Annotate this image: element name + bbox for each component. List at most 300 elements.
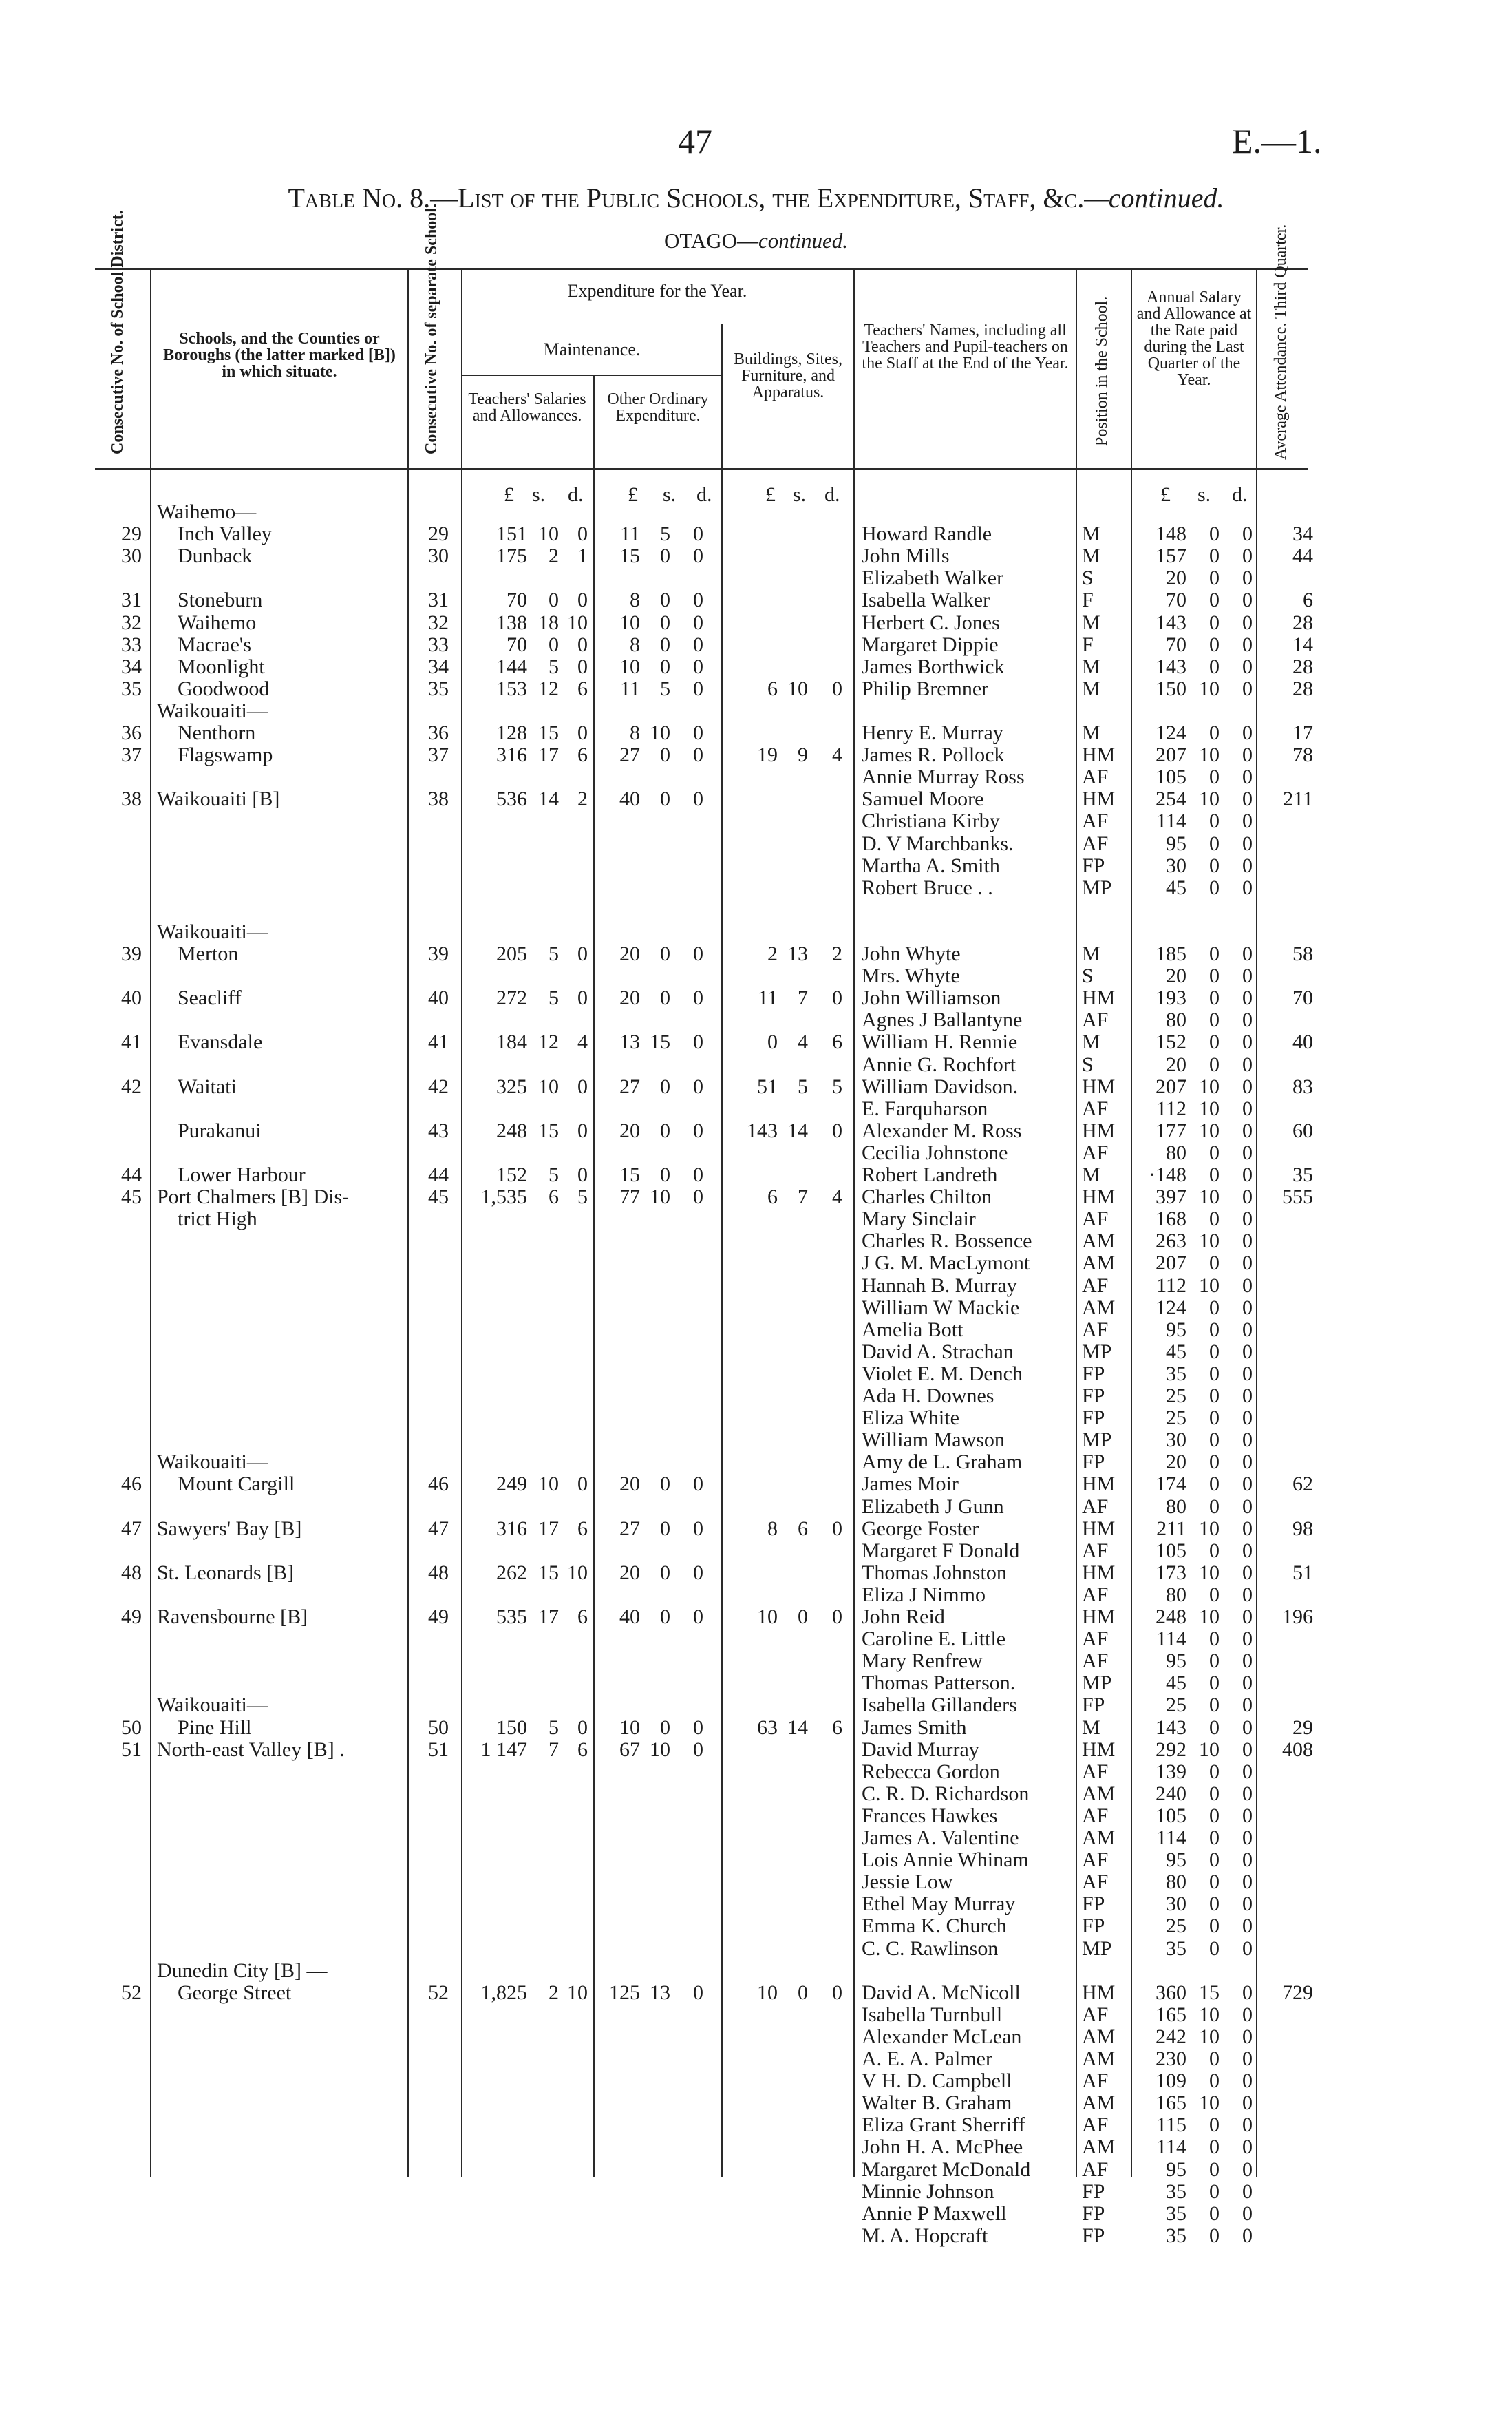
teacher-name: A. E. A. Palmer [862, 2047, 992, 2070]
ann-amount-pence: 0 [1242, 1141, 1253, 1164]
ann-amount-shillings: 0 [1209, 2202, 1220, 2225]
ann-amount-pounds: 165 [1156, 2091, 1186, 2114]
teacher-name: Emma K. Church [862, 1915, 1007, 1937]
ann-amount-pence: 0 [1242, 611, 1253, 634]
ann-amount-shillings: 0 [1209, 633, 1220, 656]
sal-amount-pounds: 536 [496, 788, 527, 810]
ann-amount-pounds: 139 [1156, 1760, 1186, 1783]
teacher-position: AF [1082, 766, 1109, 788]
ann-amount-pence: 0 [1242, 2113, 1253, 2136]
sal-amount-pence: 0 [577, 1163, 588, 1186]
teacher-name: Martha A. Smith [862, 854, 1000, 877]
district-number: 44 [121, 1163, 142, 1186]
teacher-name: C. C. Rawlinson [862, 1937, 999, 1960]
teacher-position: FP [1082, 854, 1105, 877]
sal-amount-shillings: 5 [549, 987, 559, 1009]
district-number: 50 [121, 1716, 142, 1739]
average-attendance: 408 [1282, 1738, 1313, 1761]
title-prefix: Table No. 8.— [288, 182, 458, 213]
district-number: 42 [121, 1075, 142, 1098]
oth-amount-pounds: 125 [609, 1981, 640, 2004]
header-teachers: Teachers' Names, including all Teachers and Pupil-teachers on the Staff at the End of the Year. [862, 321, 1069, 372]
sal-amount-pounds: 184 [496, 1031, 527, 1053]
oth-amount-pounds: 10 [619, 611, 640, 634]
ann-amount-shillings: 0 [1209, 1252, 1220, 1274]
district-number: 38 [121, 788, 142, 810]
ann-amount-shillings: 0 [1209, 2047, 1220, 2070]
ann-amount-pence: 0 [1242, 1495, 1253, 1518]
average-attendance: 17 [1292, 721, 1313, 744]
bld-amount-shillings: 7 [798, 1185, 808, 1208]
currency-shilling-buildings: s. [793, 483, 807, 506]
teacher-position: AF [1082, 810, 1109, 832]
oth-amount-pounds: 27 [619, 744, 640, 766]
ann-amount-pounds: 114 [1156, 2135, 1186, 2158]
school-name: Evansdale [157, 1031, 263, 1053]
average-attendance: 6 [1303, 589, 1313, 611]
ann-amount-pence: 0 [1242, 1782, 1253, 1805]
ann-amount-pounds: 25 [1166, 1694, 1186, 1716]
ann-amount-shillings: 0 [1209, 1627, 1220, 1650]
ann-amount-pence: 0 [1242, 1694, 1253, 1716]
header-position: Position in the School. [1093, 296, 1111, 446]
ann-amount-shillings: 0 [1209, 1473, 1220, 1495]
school-name: Mount Cargill [157, 1473, 295, 1495]
ann-amount-shillings: 0 [1209, 1362, 1220, 1385]
sal-amount-pounds: 70 [507, 589, 527, 611]
ann-amount-pence: 0 [1242, 721, 1253, 744]
oth-amount-pence: 0 [693, 1738, 703, 1761]
teacher-name: James Smith [862, 1716, 967, 1739]
ann-amount-pounds: 105 [1156, 1804, 1186, 1827]
oth-amount-shillings: 0 [660, 1473, 670, 1495]
ann-amount-shillings: 0 [1209, 1406, 1220, 1429]
ann-amount-shillings: 0 [1209, 1163, 1220, 1186]
ann-amount-pence: 0 [1242, 1738, 1253, 1761]
ann-amount-shillings: 10 [1199, 2025, 1220, 2048]
teacher-position: FP [1082, 1362, 1105, 1385]
teacher-name: William Mawson [862, 1428, 1005, 1451]
school-name: Lower Harbour [157, 1163, 306, 1186]
ann-amount-shillings: 0 [1209, 832, 1220, 855]
oth-amount-pounds: 10 [619, 655, 640, 678]
oth-amount-pence: 0 [693, 1163, 703, 1186]
teacher-name: Samuel Moore [862, 788, 984, 810]
sal-amount-shillings: 2 [549, 545, 559, 567]
currency-pound-annual: £ [1160, 483, 1171, 506]
ann-amount-pounds: 20 [1166, 567, 1186, 589]
bld-amount-pounds: 8 [767, 1517, 778, 1540]
bld-amount-pence: 6 [832, 1716, 842, 1739]
ann-amount-shillings: 0 [1209, 1384, 1220, 1407]
currency-pence-annual: d. [1232, 483, 1248, 506]
sal-amount-pence: 0 [577, 1716, 588, 1739]
ann-amount-pounds: 143 [1156, 1716, 1186, 1739]
school-name: North-east Valley [B] . [157, 1738, 345, 1761]
oth-amount-shillings: 0 [660, 589, 670, 611]
district-number: 51 [121, 1738, 142, 1761]
ann-amount-pence: 0 [1242, 1451, 1253, 1473]
sal-amount-pence: 6 [577, 677, 588, 700]
oth-amount-shillings: 10 [650, 1185, 670, 1208]
ann-amount-shillings: 0 [1209, 1053, 1220, 1076]
ann-amount-pence: 0 [1242, 1075, 1253, 1098]
ann-amount-shillings: 0 [1209, 1009, 1220, 1031]
teacher-name: John H. A. McPhee [862, 2135, 1023, 2158]
teacher-position: FP [1082, 2180, 1105, 2203]
teacher-name: Mary Renfrew [862, 1649, 983, 1672]
currency-pound-other: £ [628, 483, 638, 506]
sal-amount-pence: 0 [577, 721, 588, 744]
teacher-name: C. R. D. Richardson [862, 1782, 1030, 1805]
teacher-position: AF [1082, 2069, 1109, 2092]
teacher-position: AF [1082, 1539, 1109, 1562]
ann-amount-shillings: 0 [1209, 1848, 1220, 1871]
header-maintenance: Maintenance. [543, 339, 641, 359]
sal-amount-shillings: 15 [538, 1561, 559, 1584]
ann-amount-pounds: 157 [1156, 545, 1186, 567]
ann-amount-shillings: 10 [1199, 1274, 1220, 1297]
school-number: 37 [428, 744, 449, 766]
ann-amount-pence: 0 [1242, 655, 1253, 678]
teacher-name: Ada H. Downes [862, 1384, 994, 1407]
ann-amount-pence: 0 [1242, 1716, 1253, 1739]
oth-amount-pounds: 20 [619, 1473, 640, 1495]
region-suffix: continued. [758, 229, 848, 253]
oth-amount-pence: 0 [693, 1473, 703, 1495]
ann-amount-pence: 0 [1242, 2047, 1253, 2070]
sal-amount-shillings: 5 [549, 655, 559, 678]
ann-amount-shillings: 0 [1209, 2069, 1220, 2092]
oth-amount-pence: 0 [693, 589, 703, 611]
sal-amount-pence: 0 [577, 655, 588, 678]
bld-amount-pence: 4 [832, 1185, 842, 1208]
currency-pound-buildings: £ [765, 483, 776, 506]
header-salaries: Teachers' Salaries and Allowances. [468, 390, 586, 425]
bld-amount-pence: 0 [832, 1517, 842, 1540]
school-number: 42 [428, 1075, 449, 1098]
district-number: 36 [121, 721, 142, 744]
ann-amount-pence: 0 [1242, 1230, 1253, 1252]
teacher-position: AF [1082, 832, 1109, 855]
ann-amount-shillings: 0 [1209, 567, 1220, 589]
ann-amount-pence: 0 [1242, 1627, 1253, 1650]
sal-amount-pounds: 535 [496, 1605, 527, 1628]
ann-amount-shillings: 0 [1209, 1671, 1220, 1694]
teacher-position: M [1082, 1716, 1100, 1739]
bld-amount-pounds: 19 [757, 744, 778, 766]
ann-amount-pounds: 207 [1156, 1252, 1186, 1274]
teacher-position: FP [1082, 2224, 1105, 2247]
teacher-name: Margaret F Donald [862, 1539, 1020, 1562]
header-school: Schools, and the Counties or Boroughs (the latter marked [B]) in which situate. [163, 330, 396, 381]
sal-amount-shillings: 17 [538, 1605, 559, 1628]
teacher-position: AF [1082, 1804, 1109, 1827]
ann-amount-pounds: 150 [1156, 677, 1186, 700]
teacher-position: FP [1082, 1892, 1105, 1915]
ann-amount-pence: 0 [1242, 1760, 1253, 1783]
average-attendance: 70 [1292, 987, 1313, 1009]
bld-amount-shillings: 4 [798, 1031, 808, 1053]
ann-amount-pence: 0 [1242, 810, 1253, 832]
ann-amount-pence: 0 [1242, 1826, 1253, 1849]
ann-amount-pounds: 80 [1166, 1583, 1186, 1606]
ann-amount-pounds: 80 [1166, 1495, 1186, 1518]
ann-amount-pence: 0 [1242, 2202, 1253, 2225]
ann-amount-pounds: 248 [1156, 1605, 1186, 1628]
teacher-position: AM [1082, 1296, 1116, 1319]
ann-amount-pence: 0 [1242, 1097, 1253, 1120]
teacher-name: Eliza Grant Sherriff [862, 2113, 1025, 2136]
ann-amount-pounds: 80 [1166, 1009, 1186, 1031]
ann-amount-pounds: 165 [1156, 2003, 1186, 2026]
teacher-position: F [1082, 633, 1094, 656]
oth-amount-shillings: 0 [660, 788, 670, 810]
teacher-name: Caroline E. Little [862, 1627, 1006, 1650]
ann-amount-pounds: 80 [1166, 1141, 1186, 1164]
teacher-name: John Whyte [862, 942, 961, 965]
sal-amount-pence: 4 [577, 1031, 588, 1053]
school-number: 36 [428, 721, 449, 744]
ann-amount-shillings: 0 [1209, 2135, 1220, 2158]
sal-amount-shillings: 5 [549, 1716, 559, 1739]
ann-amount-pounds: 30 [1166, 854, 1186, 877]
oth-amount-pence: 0 [693, 677, 703, 700]
teacher-position: F [1082, 589, 1094, 611]
sal-amount-pounds: 1 147 [480, 1738, 527, 1761]
ann-amount-pounds: 254 [1156, 788, 1186, 810]
school-number: 34 [428, 655, 449, 678]
ann-amount-shillings: 0 [1209, 1296, 1220, 1319]
ann-amount-pence: 0 [1242, 1561, 1253, 1584]
ann-amount-pence: 0 [1242, 2135, 1253, 2158]
average-attendance: 196 [1282, 1605, 1313, 1628]
bld-amount-shillings: 14 [787, 1119, 808, 1142]
ann-amount-shillings: 0 [1209, 1340, 1220, 1363]
bld-amount-pence: 0 [832, 1119, 842, 1142]
school-name: Macrae's [157, 633, 252, 656]
ann-amount-pence: 0 [1242, 1406, 1253, 1429]
teacher-position: M [1082, 942, 1100, 965]
school-name: Waihemo [157, 611, 257, 634]
ann-amount-pounds: 177 [1156, 1119, 1186, 1142]
school-name: Pine Hill [157, 1716, 252, 1739]
teacher-position: AF [1082, 1848, 1109, 1871]
school-name: Merton [157, 942, 239, 965]
ann-amount-shillings: 0 [1209, 1826, 1220, 1849]
oth-amount-shillings: 0 [660, 987, 670, 1009]
oth-amount-pence: 0 [693, 1185, 703, 1208]
ann-amount-pence: 0 [1242, 1274, 1253, 1297]
oth-amount-shillings: 13 [650, 1981, 670, 2004]
teacher-position: HM [1082, 1738, 1116, 1761]
bld-amount-shillings: 14 [787, 1716, 808, 1739]
average-attendance: 40 [1292, 1031, 1313, 1053]
oth-amount-pence: 0 [693, 633, 703, 656]
district-number: 49 [121, 1605, 142, 1628]
ann-amount-shillings: 0 [1209, 1583, 1220, 1606]
oth-amount-pence: 0 [693, 942, 703, 965]
ann-amount-shillings: 0 [1209, 1141, 1220, 1164]
oth-amount-pence: 0 [693, 987, 703, 1009]
sal-amount-shillings: 10 [538, 523, 559, 545]
ann-amount-shillings: 0 [1209, 1539, 1220, 1562]
school-name: George Street [157, 1981, 292, 2004]
school-number: 40 [428, 987, 449, 1009]
ann-amount-pounds: 35 [1166, 2202, 1186, 2225]
teacher-name: Mary Sinclair [862, 1208, 976, 1230]
ann-amount-pounds: 263 [1156, 1230, 1186, 1252]
sal-amount-pence: 2 [577, 788, 588, 810]
teacher-name: Violet E. M. Dench [862, 1362, 1023, 1385]
teacher-position: AF [1082, 1274, 1109, 1297]
ann-amount-shillings: 0 [1209, 545, 1220, 567]
teacher-name: Frances Hawkes [862, 1804, 998, 1827]
ann-amount-pence: 0 [1242, 1671, 1253, 1694]
ann-amount-shillings: 0 [1209, 1870, 1220, 1893]
teacher-position: HM [1082, 1561, 1116, 1584]
ann-amount-pence: 0 [1242, 1296, 1253, 1319]
oth-amount-pence: 0 [693, 1561, 703, 1584]
ann-amount-pounds: 174 [1156, 1473, 1186, 1495]
teacher-position: MP [1082, 1671, 1112, 1694]
oth-amount-pence: 0 [693, 523, 703, 545]
bld-amount-pounds: 10 [757, 1605, 778, 1628]
average-attendance: 44 [1292, 545, 1313, 567]
sal-amount-shillings: 12 [538, 677, 559, 700]
currency-pence-salaries: d. [568, 483, 584, 506]
teacher-position: M [1082, 1163, 1100, 1186]
ann-amount-pounds: 80 [1166, 1870, 1186, 1893]
ann-amount-pence: 0 [1242, 545, 1253, 567]
school-name: Purakanui [157, 1119, 262, 1142]
teacher-name: Elizabeth J Gunn [862, 1495, 1004, 1518]
ann-amount-shillings: 10 [1199, 744, 1220, 766]
bld-amount-pounds: 6 [767, 1185, 778, 1208]
teacher-name: Charles Chilton [862, 1185, 992, 1208]
sal-amount-shillings: 5 [549, 1163, 559, 1186]
oth-amount-pence: 0 [693, 1119, 703, 1142]
oth-amount-pounds: 20 [619, 1119, 640, 1142]
bld-amount-pence: 4 [832, 744, 842, 766]
ann-amount-pence: 0 [1242, 2069, 1253, 2092]
teacher-name: John Mills [862, 545, 950, 567]
ann-amount-pounds: 242 [1156, 2025, 1186, 2048]
ann-amount-pounds: 30 [1166, 1892, 1186, 1915]
school-number: 45 [428, 1185, 449, 1208]
school-name: Waihemo— [157, 500, 257, 523]
header-buildings: Buildings, Sites, Furniture, and Apparatus. [733, 350, 843, 401]
school-name: St. Leonards [B] [157, 1561, 295, 1584]
school-number: 35 [428, 677, 449, 700]
teacher-name: Hannah B. Murray [862, 1274, 1017, 1297]
teacher-position: HM [1082, 1185, 1116, 1208]
oth-amount-pounds: 11 [620, 523, 640, 545]
oth-amount-shillings: 0 [660, 1119, 670, 1142]
teacher-position: M [1082, 677, 1100, 700]
teacher-position: AM [1082, 2091, 1116, 2114]
ann-amount-shillings: 10 [1199, 1738, 1220, 1761]
sal-amount-pounds: 144 [496, 655, 527, 678]
ann-amount-pounds: 45 [1166, 876, 1186, 899]
ann-amount-shillings: 10 [1199, 677, 1220, 700]
ann-amount-pounds: 35 [1166, 1362, 1186, 1385]
bld-amount-shillings: 0 [798, 1981, 808, 2004]
ann-amount-pounds: 45 [1166, 1340, 1186, 1363]
teacher-position: HM [1082, 788, 1116, 810]
ann-amount-pounds: 124 [1156, 1296, 1186, 1319]
oth-amount-pounds: 27 [619, 1517, 640, 1540]
sal-amount-pounds: 138 [496, 611, 527, 634]
ann-amount-pounds: 95 [1166, 832, 1186, 855]
district-number: 39 [121, 942, 142, 965]
oth-amount-shillings: 10 [650, 721, 670, 744]
teacher-position: HM [1082, 1605, 1116, 1628]
bld-amount-pence: 0 [832, 677, 842, 700]
ann-amount-shillings: 0 [1209, 854, 1220, 877]
school-name: Sawyers' Bay [B] [157, 1517, 302, 1540]
teacher-position: S [1082, 567, 1094, 589]
school-name: Waitati [157, 1075, 237, 1098]
ann-amount-pence: 0 [1242, 987, 1253, 1009]
ann-amount-shillings: 0 [1209, 1031, 1220, 1053]
sal-amount-pence: 6 [577, 1605, 588, 1628]
ann-amount-pounds: 360 [1156, 1981, 1186, 2004]
teacher-position: AM [1082, 1782, 1116, 1805]
ann-amount-pence: 0 [1242, 1053, 1253, 1076]
district-number: 46 [121, 1473, 142, 1495]
region-name: OTAGO— [663, 229, 758, 253]
oth-amount-pounds: 13 [619, 1031, 640, 1053]
currency-pound-salaries: £ [504, 483, 514, 506]
district-number: 37 [121, 744, 142, 766]
average-attendance: 29 [1292, 1716, 1313, 1739]
ann-amount-pounds: 20 [1166, 1451, 1186, 1473]
ann-amount-shillings: 0 [1209, 589, 1220, 611]
average-attendance: 60 [1292, 1119, 1313, 1142]
ann-amount-shillings: 0 [1209, 611, 1220, 634]
ann-amount-pounds: 25 [1166, 1915, 1186, 1937]
sal-amount-pounds: 325 [496, 1075, 527, 1098]
ann-amount-pence: 0 [1242, 1362, 1253, 1385]
teacher-name: Eliza J Nimmo [862, 1583, 986, 1606]
teacher-name: David Murray [862, 1738, 979, 1761]
oth-amount-pounds: 11 [620, 677, 640, 700]
title-main: List of the Public Schools, the Expenditure, Staff, &c. [458, 182, 1085, 213]
sal-amount-shillings: 15 [538, 1119, 559, 1142]
ann-amount-pence: 0 [1242, 788, 1253, 810]
teacher-name: Thomas Johnston [862, 1561, 1007, 1584]
sal-amount-pounds: 205 [496, 942, 527, 965]
sal-amount-pounds: 1,535 [480, 1185, 527, 1208]
district-number: 32 [121, 611, 142, 634]
district-number: 29 [121, 523, 142, 545]
teacher-name: Isabella Gillanders [862, 1694, 1017, 1716]
teacher-name: J G. M. MacLymont [862, 1252, 1030, 1274]
oth-amount-pounds: 27 [619, 1075, 640, 1098]
ann-amount-pounds: 114 [1156, 1826, 1186, 1849]
sal-amount-pence: 1 [577, 545, 588, 567]
ann-amount-shillings: 0 [1209, 1937, 1220, 1960]
school-name: Waikouaiti [B] [157, 788, 280, 810]
teacher-name: E. Farquharson [862, 1097, 988, 1120]
oth-amount-shillings: 15 [650, 1031, 670, 1053]
teacher-position: M [1082, 1031, 1100, 1053]
oth-amount-pence: 0 [693, 1716, 703, 1739]
bld-amount-shillings: 9 [798, 744, 808, 766]
sal-amount-pounds: 70 [507, 633, 527, 656]
ann-amount-pounds: 95 [1166, 1848, 1186, 1871]
